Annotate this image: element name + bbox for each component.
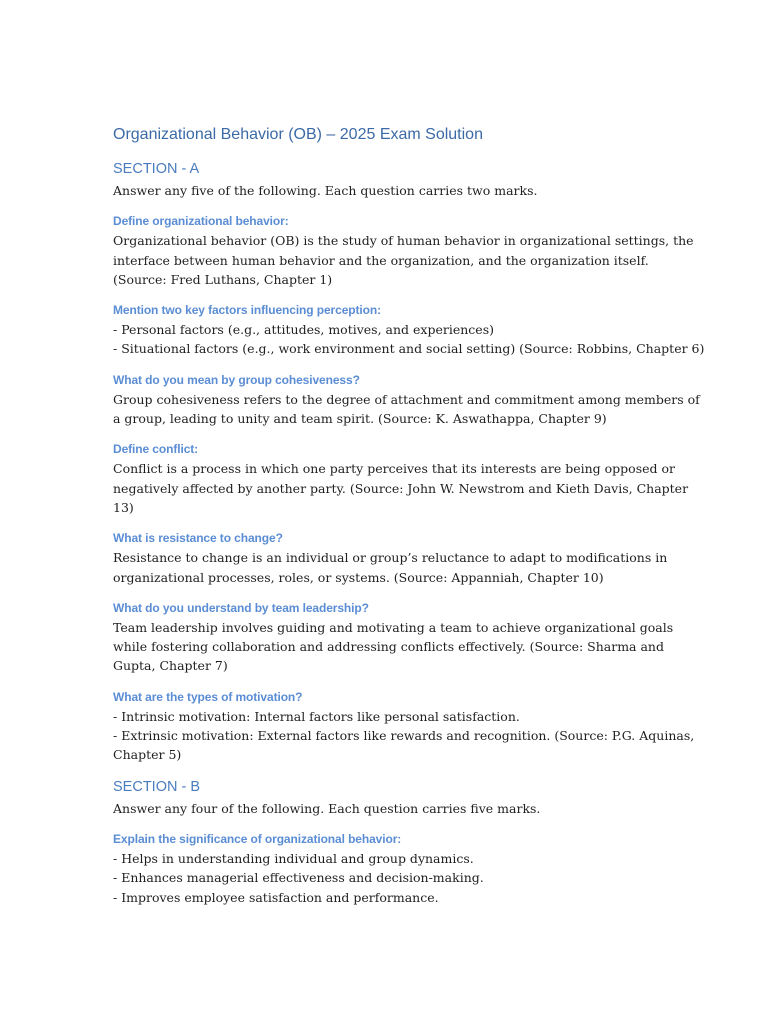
section-intro: Answer any five of the following. Each question carries two marks.	[113, 183, 538, 198]
question-block	[113, 212, 694, 289]
answer-line: Conflict is a process in which one party perceives that its interests are being opposed or	[113, 461, 675, 477]
answer-line: - Intrinsic motivation: Internal factors like personal satisfaction.	[113, 708, 520, 724]
answer-line: organizational processes, roles, or systems. (Source: Appanniah, Chapter 10)	[113, 569, 604, 585]
section-heading: SECTION - A	[113, 161, 200, 177]
question-heading: Mention two key factors influencing perception:	[113, 303, 381, 318]
question-block	[113, 529, 668, 587]
question-block	[113, 599, 674, 676]
question-block	[113, 830, 658, 907]
question-heading: What are the types of motivation?	[113, 689, 303, 704]
answer-line: Organizational behavior (OB) is the study of human behavior in organizational settings, the	[113, 233, 694, 249]
answer-line: interface between human behavior and the organization, and the organization itself.	[113, 252, 649, 268]
answer-line: negatively affected by another party. (Source: John W. Newstrom and Kieth Davis, Chapter	[113, 480, 689, 496]
answer-line: while fostering collaboration and addressing conflicts effectively. (Source: Sharma and	[113, 639, 664, 655]
answer-line: - Enhances managerial effectiveness and decision-making.	[113, 870, 484, 886]
answer-line: a group, leading to unity and team spirit. (Source: K. Aswathappa, Chapter 9)	[113, 411, 607, 427]
answer-line: Gupta, Chapter 7)	[113, 658, 228, 674]
section-heading: SECTION - B	[113, 778, 201, 795]
document-page	[113, 124, 705, 919]
answer-line: Team leadership involves guiding and motivating a team to achieve organizational goals	[113, 619, 674, 635]
section-a	[113, 159, 705, 765]
answer-line: 13)	[113, 499, 134, 515]
answer-line: Resistance to change is an individual or group’s reluctance to adapt to modifications in	[113, 550, 668, 566]
answer-line: Chapter 5)	[113, 747, 182, 763]
answer-line: - Situational factors (e.g., work environment and social setting) (Source: Robbins, Chapter 6)	[113, 341, 705, 357]
answer-line: - Personal factors (e.g., attitudes, motives, and experiences)	[113, 322, 494, 338]
question-block	[113, 301, 705, 359]
question-block	[113, 440, 689, 517]
answer-line: - Extrinsic motivation: External factors like rewards and recognition. (Source: P.G. Aquinas,	[113, 728, 695, 744]
question-heading: What do you mean by group cohesiveness?	[113, 372, 360, 387]
answer-line: (Source: Fred Luthans, Chapter 1)	[113, 271, 333, 287]
section-b	[113, 777, 658, 907]
question-heading: What do you understand by team leadership?	[113, 600, 369, 615]
question-block	[113, 688, 695, 765]
answer-line: Group cohesiveness refers to the degree of attachment and commitment among members of	[113, 391, 700, 407]
question-heading: Define organizational behavior:	[113, 214, 289, 229]
question-block	[113, 371, 700, 429]
section-intro: Answer any four of the following. Each question carries five marks.	[113, 800, 541, 816]
question-heading: Define conflict:	[113, 442, 199, 457]
question-heading: Explain the significance of organizational behavior:	[113, 831, 402, 846]
document-title: Organizational Behavior (OB) – 2025 Exam Solution	[113, 126, 483, 143]
answer-line: - Improves employee satisfaction and performance.	[113, 889, 439, 905]
question-heading: What is resistance to change?	[113, 531, 283, 546]
answer-line: - Helps in understanding individual and group dynamics.	[113, 850, 474, 866]
